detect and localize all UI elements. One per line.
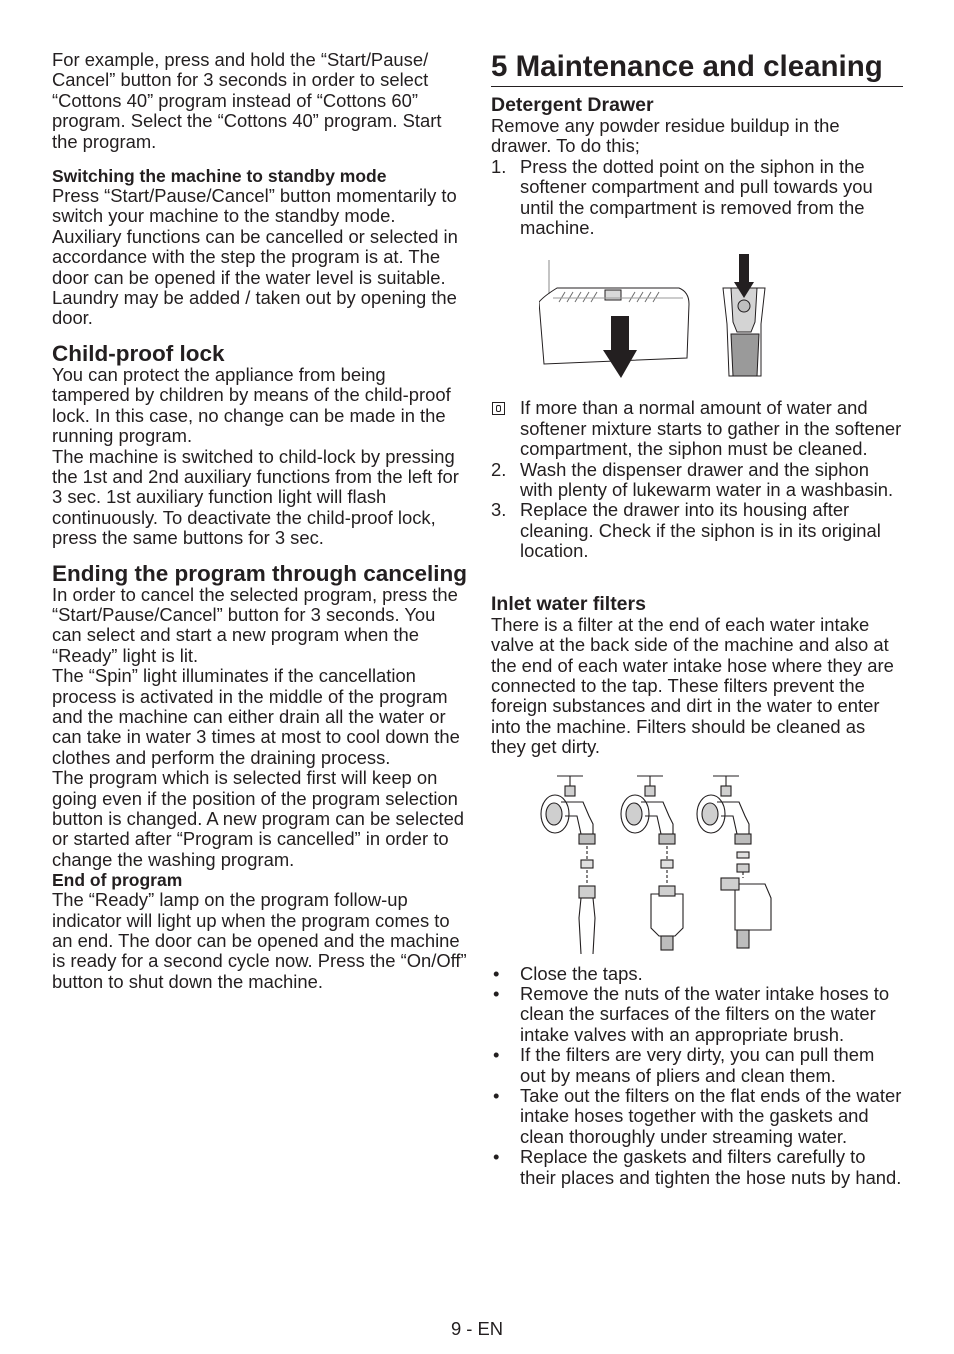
child-lock-p2: The machine is switched to child-lock by pressing the 1st and 2nd auxiliary functions from the left for 3 sec. 1st auxiliary function light will flash continuously. To deactivate the child-proof lock, press the same buttons for 3 sec.: [52, 445, 459, 549]
ending-heading: Ending the program through canceling: [52, 560, 468, 586]
left-column: [52, 50, 467, 992]
end-of-program-body: The “Ready” lamp on the program follow-up indicator will light up when the program comes to an end. The door can be opened and the machine is ready for a second cycle now. Press the “On/Off” button to shut down the machine.: [52, 889, 467, 992]
detergent-intro: Remove any powder residue buildup in the drawer. To do this;: [491, 115, 840, 157]
chapter-title: 5 Maintenance and cleaning: [491, 50, 903, 87]
page-number: 9 - EN: [450, 1318, 504, 1339]
step-text: Wash the dispenser drawer and the siphon with plenty of lukewarm water in a washbasin.: [520, 458, 894, 501]
child-lock-heading: Child-proof lock: [52, 340, 225, 366]
info-icon: [492, 402, 505, 415]
drawer-siphon-figure: [539, 254, 819, 386]
inlet-filters-heading: Inlet water filters: [491, 592, 646, 615]
step-number: 3.: [491, 499, 507, 521]
list-item: • Remove the nuts of the water intake hoses to clean the surfaces of the filters on the water intake valves with an appropriate brush.: [493, 982, 890, 1045]
detergent-steps-a: [491, 157, 903, 239]
detergent-steps-b: [491, 398, 903, 561]
step-text: Replace the drawer into its housing after cleaning. Check if the siphon is in its original location.: [520, 499, 881, 562]
list-item: • Close the taps.: [493, 962, 643, 984]
list-item: [491, 500, 903, 561]
list-item-note: [491, 398, 903, 459]
end-of-program-heading: End of program: [52, 870, 183, 891]
detergent-drawer-heading: Detergent Drawer: [491, 94, 654, 116]
note-text: If more than a normal amount of water and softener mixture starts to gather in the softener compartment, the siphon must be cleaned.: [520, 397, 902, 460]
right-column: [491, 50, 903, 1188]
drawer-illustration: [539, 254, 819, 386]
step-text: Press the dotted point on the siphon in the softener compartment and pull towards you until the compartment is removed from the machine.: [520, 155, 873, 239]
intro-paragraph: For example, press and hold the “Start/Pause/ Cancel” button for 3 seconds in order to select “Cottons 40” program instead of “Cottons 60” program. Select the “Cottons 40” program. Start the program.: [52, 49, 442, 152]
inlet-filters-body: There is a filter at the end of each water intake valve at the back side of the machine and also at the end of each water intake hose where they are connected to the tap. These filters prevent the foreign substances and dirt in the water to enter into the machine. Filters should be cleaned as they get dirty.: [491, 613, 894, 758]
standby-body: Press “Start/Pause/Cancel” button momentarily to switch your machine to the standby mode. Auxiliary functions can be cancelled or selected in accordance with the step the program is at. The door can be opened if the water level is suitable. Laundry may be added / taken out by opening the door.: [52, 185, 458, 329]
list-item: • Replace the gaskets and filters carefully to their places and tighten the hose nuts by hand.: [493, 1146, 902, 1188]
step-number: 2.: [491, 458, 507, 480]
list-item: [491, 157, 903, 239]
siphon-max-label: max: [737, 378, 749, 385]
list-item: [491, 460, 903, 501]
list-item: • If the filters are very dirty, you can pull them out by means of pliers and clean them.: [493, 1044, 875, 1086]
ending-p2: The “Spin” light illuminates if the cancellation process is activated in the middle of the program and the machine can either drain all the water or can take in water 3 times at most to cool down the clothes and perform the draining process.: [52, 665, 460, 768]
child-lock-p1: You can protect the appliance from being tampered by children by means of the child-proof lock. In this case, no change can be made in the running program.: [52, 363, 451, 447]
ending-p1: In order to cancel the selected program, press the “Start/Pause/Cancel” button for 3 seconds. You can select and start a new program when the “Ready” light is lit.: [52, 583, 458, 666]
taps-filters-figure: [537, 772, 777, 958]
taps-illustration: [537, 772, 777, 958]
ending-p3: The program which is selected first will keep on going even if the position of the program selection button is changed. A new program can be selected or started after “Program is cancelled” in order to change the washing program.: [52, 767, 465, 870]
list-item: • Take out the filters on the flat ends of the water intake hoses together with the gaskets and clean thoroughly under streaming water.: [493, 1084, 902, 1147]
filter-bullets: [491, 964, 903, 1188]
standby-heading: Switching the machine to standby mode: [52, 166, 387, 187]
step-number: 1.: [491, 155, 507, 177]
